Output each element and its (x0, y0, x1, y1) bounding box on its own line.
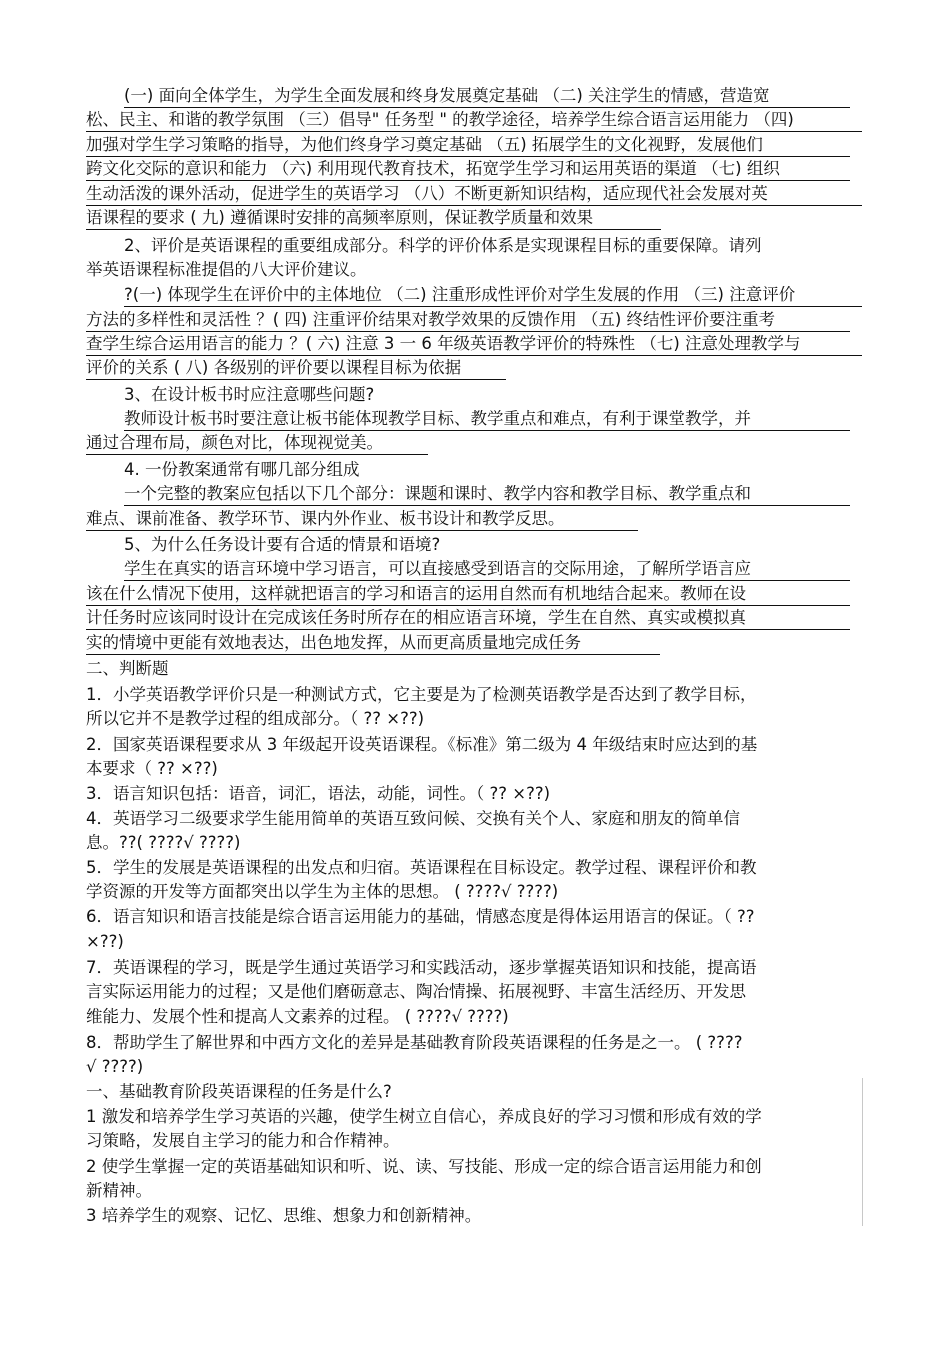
judgment-item: 8．帮助学生了解世界和中西方文化的差异是基础教育阶段英语课程的任务是之一。 ( ???? (86, 1033, 743, 1052)
answer-line: 一个完整的教案应包括以下几个部分：课题和课时、教学内容和教学目标、教学重点和 (124, 483, 850, 506)
answer-line: 该在什么情况下使用，这样就把语言的学习和语言的运用自然而有机地结合起来。教师在设 (86, 583, 850, 606)
task-item: 1 激发和培养学生学习英语的兴趣，使学生树立自信心，养成良好的学习习惯和形成有效的学 (86, 1107, 762, 1126)
answer-line: 通过合理布局，颜色对比，体现视觉美。 (86, 432, 428, 455)
answer-line: (一) 面向全体学生，为学生全面发展和终身发展奠定基础 （二) 关注学生的情感，营造宽 (124, 85, 850, 108)
answer-line: ?(一) 体现学生在评价中的主体地位 （二) 注重形成性评价对学生发展的作用 （三) 注意评价 (124, 284, 862, 307)
answer-line: 实的情境中更能有效地表达，出色地发挥，从而更高质量地完成任务 (86, 632, 660, 655)
judgment-item: 4．英语学习二级要求学生能用简单的英语互致问候、交换有关个人、家庭和朋友的简单信 (86, 809, 740, 828)
task-item: 习策略，发展自主学习的能力和合作精神。 (86, 1131, 400, 1150)
judgment-item: 息。??( ????√ ????) (86, 833, 241, 852)
judgment-item: 学资源的开发等方面都突出以学生为主体的思想。 ( ????√ ????) (86, 882, 559, 901)
answer-line: 跨文化交际的意识和能力 （六) 利用现代教育技术，拓宽学生学习和运用英语的渠道 （七) 组织 (86, 158, 850, 181)
answer-line: 方法的多样性和灵活性 ？( 四) 注重评价结果对教学效果的反馈作用 （五) 终结性评价要注重考 (86, 309, 850, 332)
judgment-item: 2．国家英语课程要求从 3 年级起开设英语课程。《标准》第二级为 4 年级结束时应达到的基 (86, 735, 758, 754)
judgment-item: 7．英语课程的学习，既是学生通过英语学习和实践活动，逐步掌握英语知识和技能，提高语 (86, 958, 757, 977)
answer-line: 学生在真实的语言环境中学习语言，可以直接感受到语言的交际用途，了解所学语言应 (124, 558, 850, 581)
judgment-item: 1．小学英语教学评价只是一种测试方式，它主要是为了检测英语教学是否达到了教学目标， (86, 685, 757, 704)
answer-line: 松、民主、和谐的教学氛围 （三）倡导" 任务型 " 的教学途径，培养学生综合语言运用能力 （四) (86, 109, 862, 132)
task-item: 新精神。 (86, 1181, 152, 1200)
judgment-item: ×??) (86, 932, 124, 951)
answer-line: 查学生综合运用语言的能力 ？( 六) 注意 3 一 6 年级英语教学评价的特殊性 （七) 注意处理教学与 (86, 333, 862, 356)
answer-line: 语课程的要求 ( 九) 遵循课时安排的高频率原则，保证教学质量和效果 (86, 207, 661, 230)
judgment-item: 维能力、发展个性和提高人文素养的过程。 ( ????√ ????) (86, 1007, 509, 1026)
judgment-item: 所以它并不是教学过程的组成部分。（ ?? ×??) (86, 709, 425, 728)
answer-line: 加强对学生学习策略的指导，为他们终身学习奠定基础 （五) 拓展学生的文化视野，发展他们 (86, 134, 850, 157)
question-text: 举英语课程标准提倡的八大评价建议。 (86, 260, 367, 279)
answer-line: 评价的关系 ( 八) 各级别的评价要以课程目标为依据 (86, 357, 506, 380)
judgment-item: 6．语言知识和语言技能是综合语言运用能力的基础，情感态度是得体运用语言的保证。（ ?? (86, 907, 755, 926)
judgment-item: 言实际运用能力的过程；又是他们磨砺意志、陶冶情操、拓展视野、丰富生活经历、开发思 (86, 982, 746, 1001)
answer-line: 教师设计板书时要注意让板书能体现教学目标、教学重点和难点，有利于课堂教学，并 (124, 408, 850, 431)
section-heading: 一、基础教育阶段英语课程的任务是什么? (86, 1082, 392, 1101)
task-item: 3 培养学生的观察、记忆、思维、想象力和创新精神。 (86, 1206, 482, 1225)
task-item: 2 使学生掌握一定的英语基础知识和听、说、读、写技能、形成一定的综合语言运用能力和创 (86, 1157, 762, 1176)
answer-line: 生动活泼的课外活动，促进学生的英语学习 （八）不断更新知识结构，适应现代社会发展对英 (86, 183, 862, 206)
question-text: 5、为什么任务设计要有合适的情景和语境? (124, 535, 441, 554)
judgment-item: 本要求（ ?? ×??) (86, 759, 218, 778)
margin-rule (862, 1078, 863, 1226)
judgment-item: √ ????) (86, 1057, 144, 1076)
question-text: 2、评价是英语课程的重要组成部分。科学的评价体系是实现课程目标的重要保障。请列 (124, 236, 762, 255)
answer-line: 难点、课前准备、教学环节、课内外作业、板书设计和教学反思。 (86, 508, 638, 531)
section-heading: 二、判断题 (86, 659, 169, 678)
judgment-item: 5．学生的发展是英语课程的出发点和归宿。英语课程在目标设定。教学过程、课程评价和教 (86, 858, 757, 877)
answer-line: 计任务时应该同时设计在完成该任务时所存在的相应语言环境，学生在自然、真实或模拟真 (86, 607, 850, 630)
judgment-item: 3．语言知识包括：语音，词汇，语法，动能，词性。（ ?? ×??) (86, 784, 551, 803)
question-text: 3、在设计板书时应注意哪些问题? (124, 385, 375, 404)
question-text: 4. 一份教案通常有哪几部分组成 (124, 460, 360, 479)
